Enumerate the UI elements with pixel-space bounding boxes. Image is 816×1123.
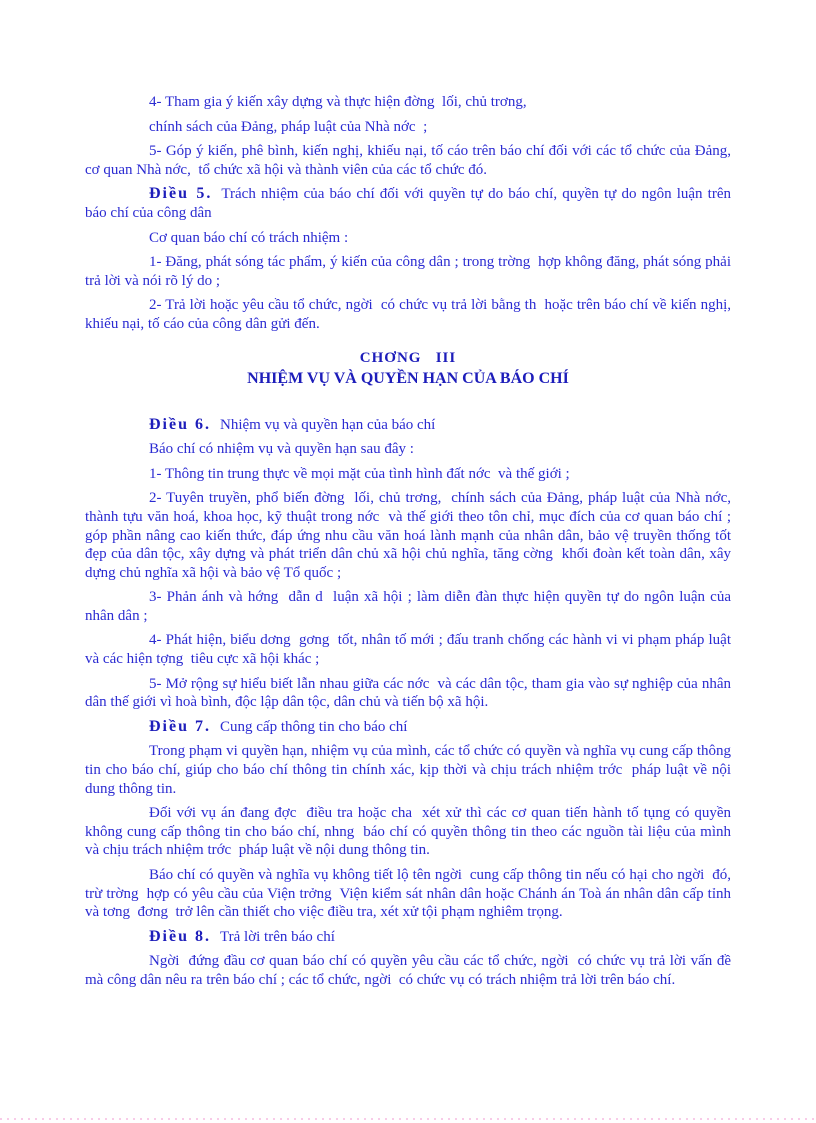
paragraph: 1- Thông tin trung thực về mọi mặt của tình hình đất nớc và thế giới ; (149, 465, 570, 482)
paragraph: Ngời đứng đầu cơ quan báo chí có quyền yêu cầu các tổ chức, ngời có chức vụ trả lời vấn đề mà công dân nêu ra trên báo chí ; các tổ chức, ngời có chức vụ có trách nhiệm trả lời trên báo chí. (85, 953, 735, 988)
article-number-label: Điều 7. (149, 717, 211, 735)
paragraph: 2- Tuyên truyền, phổ biến đờng lối, chủ trơng, chính sách của Đảng, pháp luật của Nhà nớc, thành tựu văn hoá, khoa học, kỹ thuật trong nớc và thế giới theo tôn chỉ, mục đích của cơ quan báo chí ; góp phần nâng cao kiến thức, đáp ứng nhu cầu văn hoá lành mạnh của nhân dân, bảo vệ truyền thống tốt đẹp của dân tộc, xây dựng và phát triển dân chủ xã hội chủ nghĩa, tăng cờng khối đoàn kết toàn dân, xây dựng chủ nghĩa xã hội và bảo vệ Tổ quốc ; (85, 490, 739, 581)
paragraph: 4- Phát hiện, biểu dơng gơng tốt, nhân tố mới ; đấu tranh chống các hành vi vi phạm pháp luật và các hiện tợng tiêu cực xã hội khác ; (85, 632, 735, 668)
article-title: Nhiệm vụ và quyền hạn của báo chí (220, 416, 436, 433)
paragraph: Cơ quan báo chí có trách nhiệm : (149, 229, 349, 246)
chapter-title: CHƠNG III (359, 349, 457, 366)
paragraph: 4- Tham gia ý kiến xây dựng và thực hiện đờng lối, chủ trơng, (149, 94, 527, 110)
paragraph: 5- Mở rộng sự hiểu biết lẫn nhau giữa các nớc và các dân tộc, tham gia vào sự nghiệp của nhân dân thế giới vì hoà bình, độc lập dân tộc, dân chủ và tiến bộ xã hội. (85, 675, 735, 711)
paragraph: 5- Góp ý kiến, phê bình, kiến nghị, khiếu nại, tố cáo trên báo chí đối với các tổ chức của Đảng, cơ quan Nhà nớc, tổ chức xã hội và thành viên của các tổ chức đó. (85, 143, 735, 178)
paragraph: 1- Đăng, phát sóng tác phẩm, ý kiến của công dân ; trong trờng hợp không đăng, phát sóng phải trả lời và nói rõ lý do ; (85, 254, 735, 289)
article-number-label: Điều 6. (149, 415, 211, 433)
article-heading-dieu-8 (85, 928, 731, 947)
article-number-label: Điều 5. (149, 185, 213, 203)
paragraph: Báo chí có quyền và nghĩa vụ không tiết lộ tên ngời cung cấp thông tin nếu có hại cho ngời đó, trừ trờng hợp có yêu cầu của Viện trởng Viện kiểm sát nhân dân hoặc Chánh án Toà án nhân dân cấp tỉnh và tơng đơng trở lên cần thiết cho việc điều tra, xét xử tội phạm nghiêm trọng. (85, 867, 735, 921)
page-break-dotted-line (0, 1118, 816, 1120)
paragraph: chính sách của Đảng, pháp luật của Nhà nớc ; (149, 118, 428, 135)
article-heading-dieu-7 (85, 718, 731, 737)
chapter-subtitle: NHIỆM VỤ VÀ QUYỀN HẠN CỦA BÁO CHÍ (247, 369, 569, 387)
article-heading-dieu-6 (85, 416, 731, 435)
article-title: Trả lời trên báo chí (220, 928, 335, 945)
paragraph: 2- Trả lời hoặc yêu cầu tổ chức, ngời có chức vụ trả lời bằng th hoặc trên báo chí về kiến nghị, khiếu nại, tố cáo của công dân gửi đến. (85, 297, 735, 332)
article-heading-dieu-5 (85, 185, 735, 222)
article-number-label: Điều 8. (149, 927, 211, 945)
paragraph: Báo chí có nhiệm vụ và quyền hạn sau đây : (149, 441, 414, 458)
article-title: Trách nhiệm của báo chí đối với quyền tự do báo chí, quyền tự do ngôn luận trên báo chí của công dân (85, 186, 735, 221)
article-title: Cung cấp thông tin cho báo chí (220, 718, 408, 735)
document-body (85, 93, 739, 996)
paragraph: 3- Phản ánh và hớng dẫn d luận xã hội ; làm diễn đàn thực hiện quyền tự do ngôn luận của nhân dân ; (85, 589, 735, 624)
paragraph: Đối với vụ án đang đợc điều tra hoặc cha xét xử thì các cơ quan tiến hành tố tụng có quyền không cung cấp thông tin cho báo chí, nhng báo chí có quyền thông tin theo các nguồn tài liệu của mình và chịu trách nhiệm trớc pháp luật về nội dung thông tin. (85, 805, 735, 859)
paragraph: Trong phạm vi quyền hạn, nhiệm vụ của mình, các tổ chức có quyền và nghĩa vụ cung cấp thông tin cho báo chí, giúp cho báo chí thông tin chính xác, kịp thời và chịu trách nhiệm trớc pháp luật về nội dung thông tin. (85, 743, 735, 797)
